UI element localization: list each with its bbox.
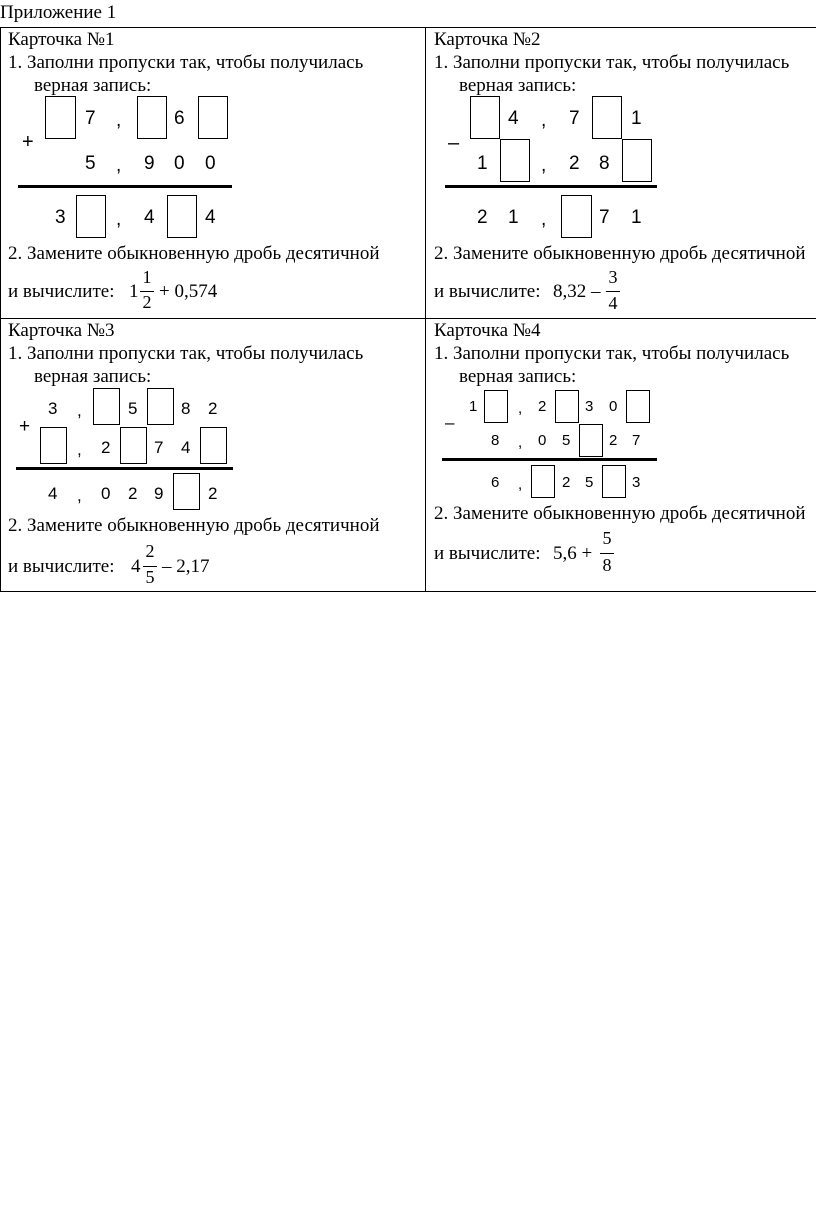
fraction-bar <box>606 291 620 292</box>
task1-text-cont: верная запись: <box>34 75 152 96</box>
difference-line <box>442 458 657 461</box>
digit: 8 <box>491 432 500 449</box>
blank-cell[interactable] <box>500 139 530 182</box>
decimal-comma: , <box>518 400 523 417</box>
digit: 1 <box>477 153 488 174</box>
blank-cell[interactable] <box>137 96 167 139</box>
decimal-comma: , <box>541 209 547 230</box>
digit: 7 <box>154 438 164 457</box>
expression-prefix: 8,32 – <box>553 281 601 302</box>
mixed-whole: 1 <box>129 281 139 302</box>
blank-cell[interactable] <box>602 465 626 498</box>
blank-cell[interactable] <box>167 195 197 238</box>
digit: 0 <box>101 484 111 503</box>
digit: 2 <box>569 153 580 174</box>
card-title: Карточка №4 <box>434 320 541 341</box>
digit: 3 <box>632 474 641 491</box>
digit: 2 <box>208 484 218 503</box>
digit: 2 <box>208 399 218 418</box>
blank-cell[interactable] <box>531 465 555 498</box>
decimal-comma: , <box>541 155 547 176</box>
blank-cell[interactable] <box>555 390 579 423</box>
task2-text: 2. Замените обыкновенную дробь десятичной <box>8 515 380 536</box>
digit: 0 <box>205 153 216 174</box>
blank-cell[interactable] <box>120 427 147 464</box>
digit: 3 <box>55 207 66 228</box>
decimal-comma: , <box>518 476 523 493</box>
sum-line <box>16 467 233 470</box>
digit: 1 <box>631 207 642 228</box>
appendix-title: Приложение 1 <box>0 2 117 23</box>
decimal-comma: , <box>77 486 82 505</box>
task1-text-cont: верная запись: <box>34 366 152 387</box>
card-title: Карточка №2 <box>434 29 541 50</box>
blank-cell[interactable] <box>45 96 76 139</box>
expression-rest: – 2,17 <box>162 556 210 577</box>
decimal-comma: , <box>541 110 547 131</box>
card-title: Карточка №3 <box>8 320 115 341</box>
table-border-left <box>0 27 1 592</box>
digit: 0 <box>174 153 185 174</box>
blank-cell[interactable] <box>198 96 228 139</box>
decimal-comma: , <box>77 401 82 420</box>
digit: 2 <box>477 207 488 228</box>
fraction-numerator: 5 <box>602 528 612 548</box>
minus-sign: – <box>445 413 455 432</box>
blank-cell[interactable] <box>200 427 227 464</box>
task2-text: 2. Замените обыкновенную дробь десятичной <box>434 243 806 264</box>
digit: 9 <box>144 153 155 174</box>
digit: 4 <box>144 207 155 228</box>
decimal-comma: , <box>116 110 122 131</box>
expression-prefix: 5,6 + <box>553 543 593 564</box>
task2-text-cont: и вычислите: <box>434 281 541 302</box>
digit: 2 <box>609 432 618 449</box>
blank-cell[interactable] <box>173 473 200 510</box>
digit: 7 <box>569 108 580 129</box>
digit: 2 <box>128 484 138 503</box>
card-title: Карточка №1 <box>8 29 115 50</box>
digit: 4 <box>205 207 216 228</box>
plus-sign: + <box>19 416 31 437</box>
blank-cell[interactable] <box>93 388 120 425</box>
difference-line <box>445 185 657 188</box>
task1-text: 1. Заполни пропуски так, чтобы получилась <box>434 343 790 364</box>
digit: 2 <box>101 438 111 457</box>
digit: 4 <box>48 484 58 503</box>
task2-text: 2. Замените обыкновенную дробь десятичной <box>8 243 380 264</box>
plus-sign: + <box>22 131 34 153</box>
digit: 3 <box>48 399 58 418</box>
digit: 9 <box>154 484 164 503</box>
blank-cell[interactable] <box>40 427 67 464</box>
task1-text-cont: верная запись: <box>459 75 577 96</box>
task1-text: 1. Заполни пропуски так, чтобы получилась <box>434 52 790 73</box>
table-row-divider <box>0 318 816 319</box>
digit: 5 <box>128 399 138 418</box>
digit: 7 <box>599 207 610 228</box>
digit: 4 <box>508 108 519 129</box>
digit: 7 <box>85 108 96 129</box>
table-border-bottom <box>0 591 816 592</box>
digit: 4 <box>181 438 191 457</box>
blank-cell[interactable] <box>76 195 106 238</box>
digit: 8 <box>181 399 191 418</box>
digit: 2 <box>562 474 571 491</box>
mixed-whole: 4 <box>131 556 141 577</box>
digit: 0 <box>609 398 618 415</box>
sum-line <box>18 185 232 188</box>
blank-cell[interactable] <box>626 390 650 423</box>
digit: 5 <box>562 432 571 449</box>
task1-text: 1. Заполни пропуски так, чтобы получилась <box>8 52 364 73</box>
decimal-comma: , <box>116 209 122 230</box>
blank-cell[interactable] <box>147 388 174 425</box>
digit: 6 <box>491 474 500 491</box>
fraction-denominator: 2 <box>142 292 152 312</box>
blank-cell[interactable] <box>561 195 592 238</box>
digit: 6 <box>174 108 185 129</box>
digit: 5 <box>85 153 96 174</box>
digit: 3 <box>585 398 594 415</box>
task1-text: 1. Заполни пропуски так, чтобы получилась <box>8 343 364 364</box>
decimal-comma: , <box>77 440 82 459</box>
fraction-bar <box>600 553 614 554</box>
digit: 7 <box>632 432 641 449</box>
blank-cell[interactable] <box>484 390 508 423</box>
task2-text-cont: и вычислите: <box>8 556 115 577</box>
fraction-numerator: 2 <box>145 541 155 561</box>
digit: 5 <box>585 474 594 491</box>
fraction-numerator: 1 <box>142 267 152 287</box>
minus-sign: – <box>448 132 460 154</box>
blank-cell[interactable] <box>622 139 652 182</box>
digit: 1 <box>631 108 642 129</box>
table-border-top <box>0 27 816 28</box>
decimal-comma: , <box>518 434 523 451</box>
fraction-denominator: 4 <box>608 293 618 313</box>
digit: 8 <box>599 153 610 174</box>
table-column-divider <box>425 27 426 592</box>
fraction-denominator: 8 <box>602 555 612 575</box>
blank-cell[interactable] <box>592 96 622 139</box>
digit: 1 <box>469 398 478 415</box>
decimal-comma: , <box>116 155 122 176</box>
task2-text-cont: и вычислите: <box>8 281 115 302</box>
expression-rest: + 0,574 <box>159 281 218 302</box>
digit: 2 <box>538 398 547 415</box>
blank-cell[interactable] <box>579 424 603 457</box>
task2-text-cont: и вычислите: <box>434 543 541 564</box>
digit: 0 <box>538 432 547 449</box>
digit: 1 <box>508 207 519 228</box>
blank-cell[interactable] <box>470 96 500 139</box>
task2-text: 2. Замените обыкновенную дробь десятичной <box>434 503 806 524</box>
fraction-denominator: 5 <box>145 567 155 587</box>
fraction-numerator: 3 <box>608 267 618 287</box>
task1-text-cont: верная запись: <box>459 366 577 387</box>
